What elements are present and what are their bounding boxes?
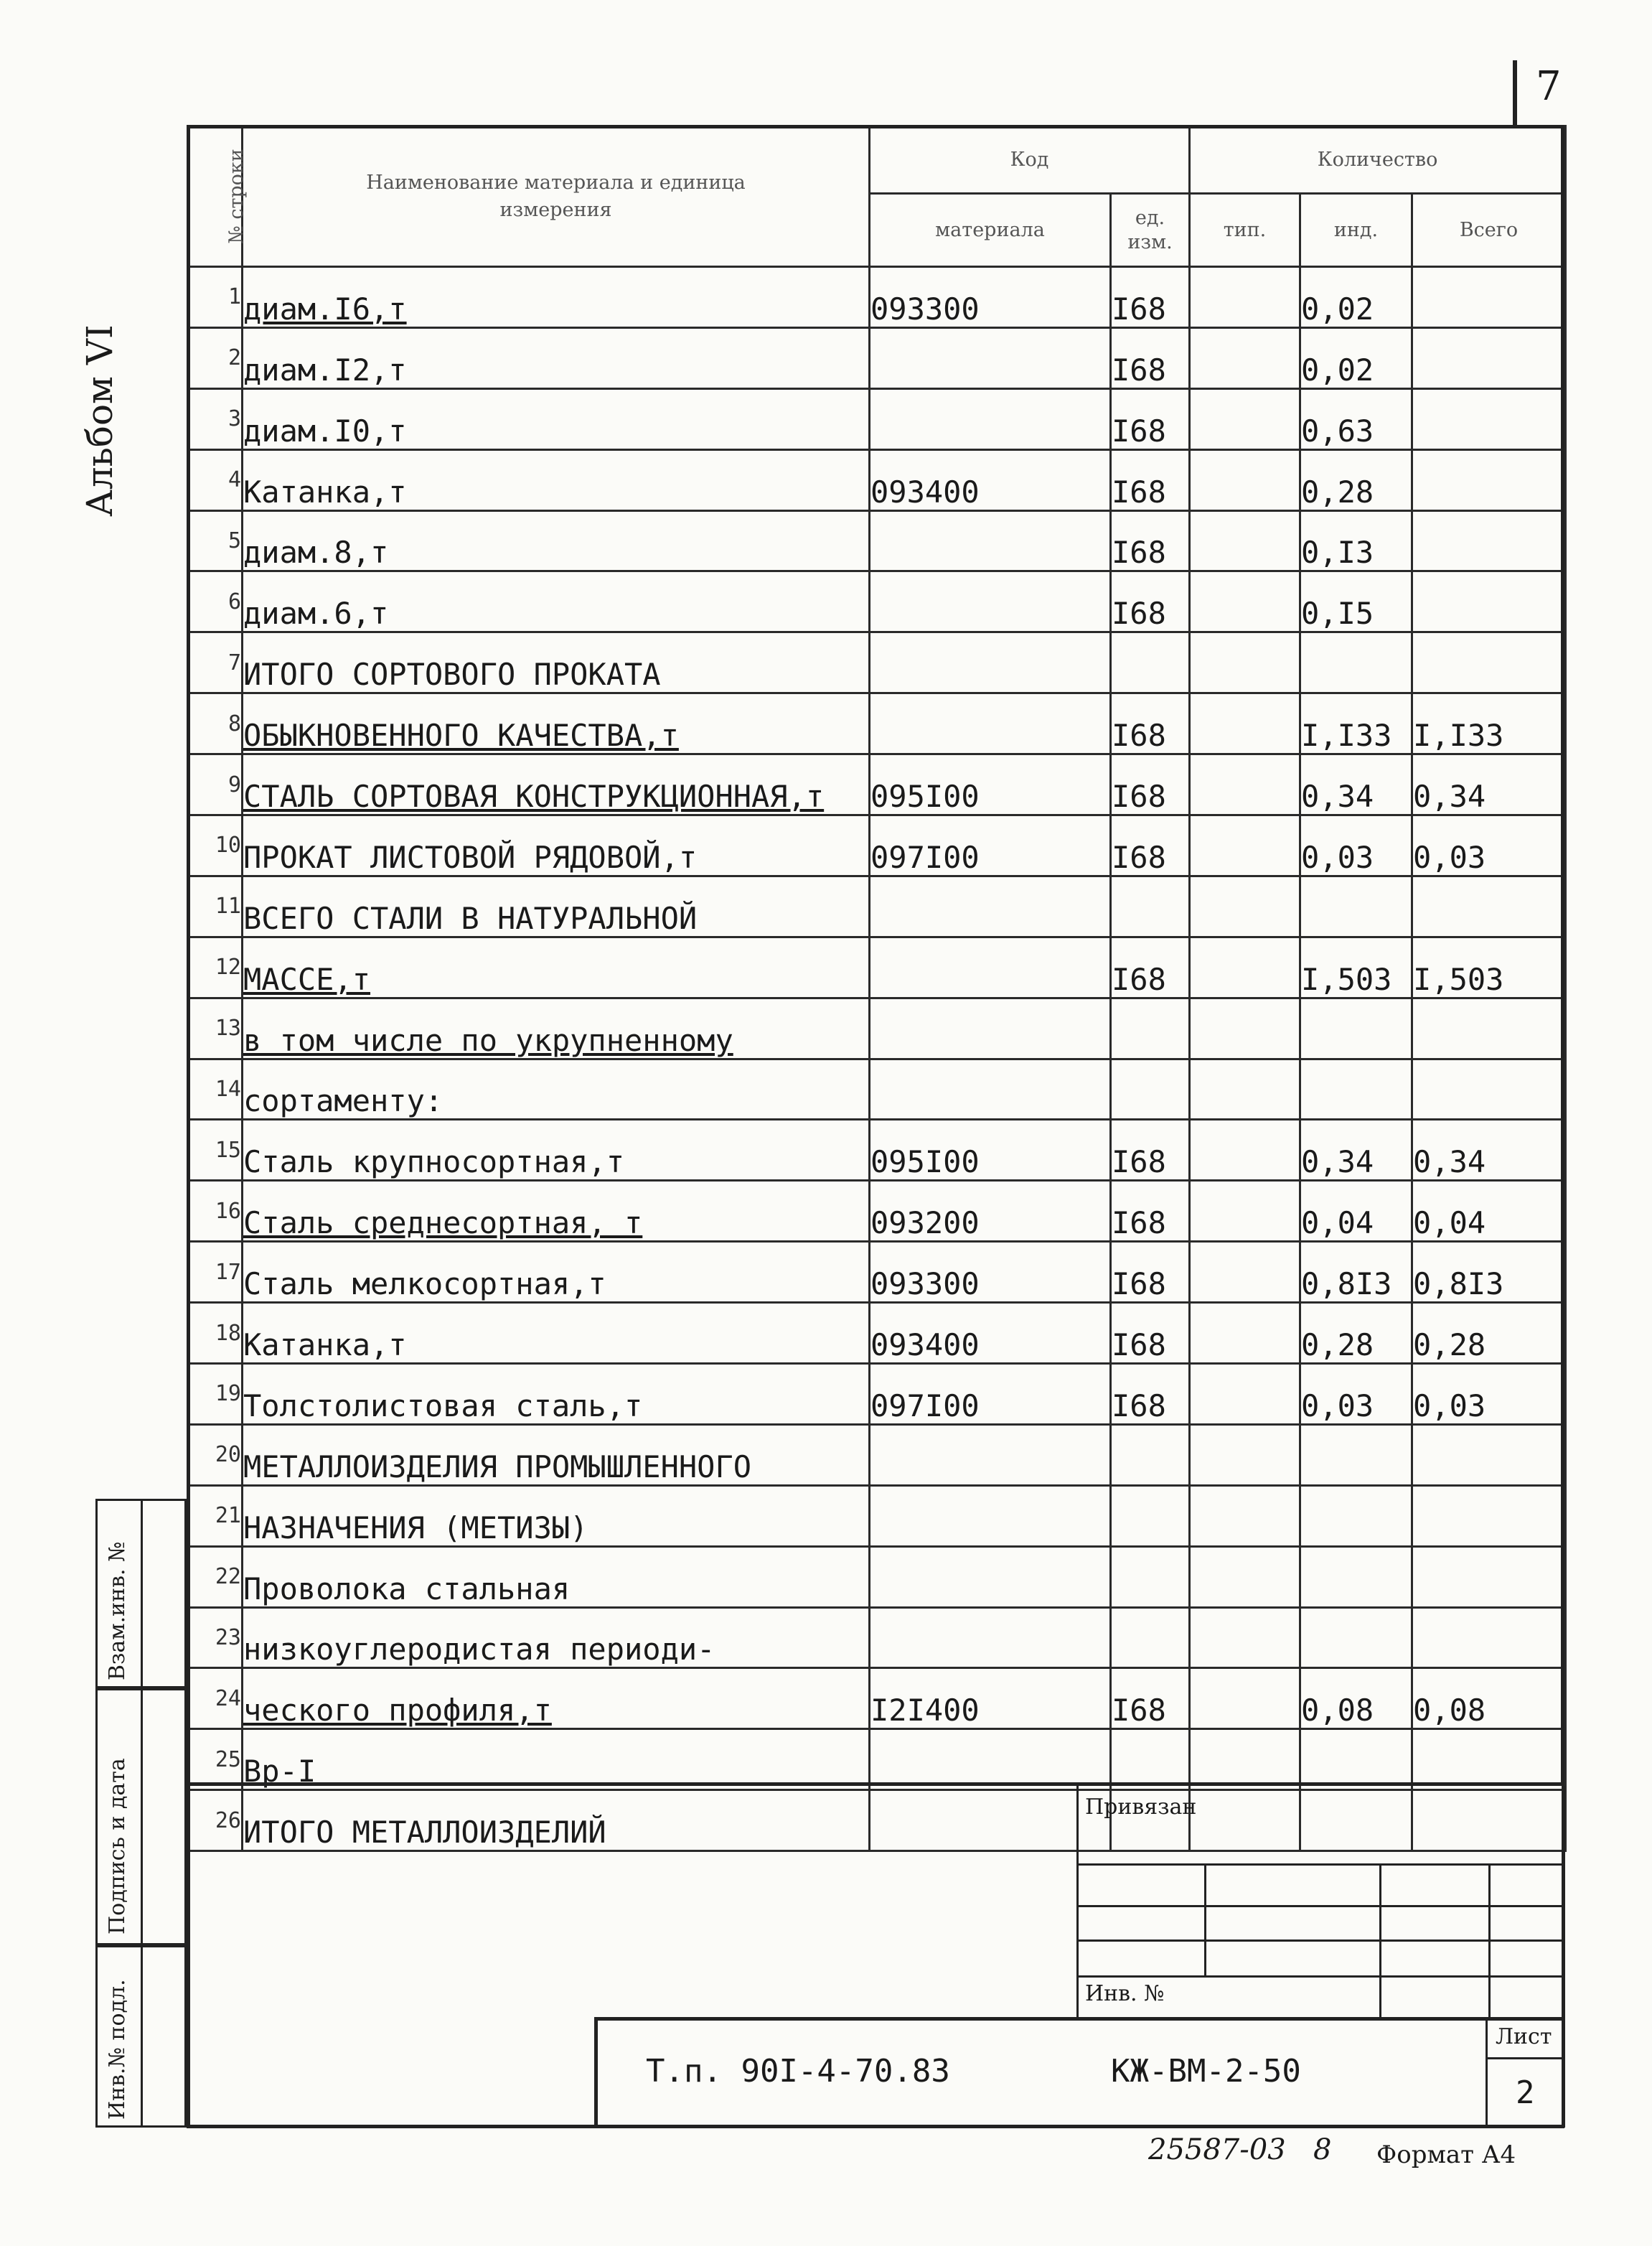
- material-name: Катанка,т: [243, 1303, 870, 1364]
- material-name: Сталь мелкосортная,т: [243, 1242, 870, 1303]
- qty-ind: I,503: [1300, 937, 1412, 998]
- title-block-left: [594, 2017, 598, 2128]
- unit-code: I68: [1111, 327, 1190, 388]
- material-code: 093300: [870, 267, 1111, 328]
- qty-ind: 0,04: [1300, 1181, 1412, 1242]
- page-number-bar: [1513, 60, 1517, 126]
- qty-ind: I,I33: [1300, 693, 1412, 754]
- material-name: диам.I6,т: [243, 267, 870, 328]
- unit-code: I68: [1111, 1120, 1190, 1181]
- format-label: Формат А4: [1376, 2140, 1516, 2169]
- material-name: ческого профиля,т: [243, 1668, 870, 1729]
- row-number: 8: [188, 693, 243, 754]
- row-number: 25: [188, 1729, 243, 1790]
- row-number: 21: [188, 1485, 243, 1546]
- row-number: 15: [188, 1120, 243, 1181]
- material-code: 093400: [870, 449, 1111, 510]
- material-name: диам.8,т: [243, 510, 870, 571]
- unit-code: I68: [1111, 693, 1190, 754]
- row-number: 26: [188, 1790, 243, 1851]
- header-code-unit: ед. изм.: [1111, 194, 1190, 267]
- privyazan-col-1: [1204, 1863, 1206, 1975]
- qty-total: 0,03: [1412, 1364, 1566, 1425]
- privyazan-col-2: [1379, 1863, 1381, 2018]
- table-row: [188, 1790, 1566, 1851]
- qty-total: 0,8I3: [1412, 1242, 1566, 1303]
- qty-ind: 0,28: [1300, 449, 1412, 510]
- qty-ind: 0,63: [1300, 388, 1412, 449]
- header-code-material: материала: [870, 194, 1111, 267]
- row-number: 13: [188, 998, 243, 1059]
- qty-ind: 0,28: [1300, 1303, 1412, 1364]
- header-code-group: Код: [870, 126, 1190, 194]
- qty-total: 0,34: [1412, 1120, 1566, 1181]
- material-name: ИТОГО СОРТОВОГО ПРОКАТА: [243, 632, 870, 693]
- material-name: сортаменту:: [243, 1059, 870, 1120]
- qty-ind: 0,I3: [1300, 510, 1412, 571]
- qty-ind: 0,03: [1300, 1364, 1412, 1425]
- qty-total: I,503: [1412, 937, 1566, 998]
- material-name: Вр-I: [243, 1729, 870, 1790]
- material-name: ИТОГО МЕТАЛЛОИЗДЕЛИЙ: [243, 1790, 870, 1851]
- row-number: 24: [188, 1668, 243, 1729]
- row-number: 12: [188, 937, 243, 998]
- qty-total: 0,08: [1412, 1668, 1566, 1729]
- privyazan-col-3: [1488, 1863, 1491, 2018]
- qty-ind: 0,02: [1300, 327, 1412, 388]
- qty-total: 0,28: [1412, 1303, 1566, 1364]
- privyazan-label: Привязан: [1085, 1795, 1197, 1820]
- row-number: 22: [188, 1546, 243, 1607]
- row-number: 4: [188, 449, 243, 510]
- material-code: 093400: [870, 1303, 1111, 1364]
- material-name: Катанка,т: [243, 449, 870, 510]
- material-name: Толстолистовая сталь,т: [243, 1364, 870, 1425]
- sheet-number: 2: [1516, 2074, 1535, 2111]
- material-name: диам.I0,т: [243, 388, 870, 449]
- row-number: 23: [188, 1607, 243, 1668]
- unit-code: I68: [1111, 1303, 1190, 1364]
- header-qty-type: тип.: [1190, 194, 1300, 267]
- header-row-number: № строки: [188, 126, 243, 267]
- material-name: в том числе по укрупненному: [243, 998, 870, 1059]
- material-name: Сталь крупносортная,т: [243, 1120, 870, 1181]
- row-number: 17: [188, 1242, 243, 1303]
- row-number: 2: [188, 327, 243, 388]
- unit-code: I68: [1111, 449, 1190, 510]
- row-number: 1: [188, 267, 243, 328]
- qty-type: [1190, 1790, 1300, 1851]
- qty-ind: 0,08: [1300, 1668, 1412, 1729]
- project-number: Т.п. 90I-4-70.83: [646, 2053, 950, 2090]
- unit-code: I68: [1111, 571, 1190, 632]
- material-code: 097I00: [870, 815, 1111, 876]
- material-name: НАЗНАЧЕНИЯ (МЕТИЗЫ): [243, 1485, 870, 1546]
- qty-ind: 0,03: [1300, 815, 1412, 876]
- material-code: 097I00: [870, 1364, 1111, 1425]
- qty-ind: [1300, 1790, 1412, 1851]
- material-code: 093200: [870, 1181, 1111, 1242]
- material-name: низкоуглеродистая периоди-: [243, 1607, 870, 1668]
- row-number: 10: [188, 815, 243, 876]
- material-code: [870, 1790, 1111, 1851]
- row-number: 9: [188, 754, 243, 815]
- sheet-col-line: [1486, 2017, 1488, 2128]
- row-number: 6: [188, 571, 243, 632]
- material-name: МЕТАЛЛОИЗДЕЛИЯ ПРОМЫШЛЕННОГО: [243, 1424, 870, 1485]
- row-number: 14: [188, 1059, 243, 1120]
- unit-code: I68: [1111, 1181, 1190, 1242]
- qty-total: I,I33: [1412, 693, 1566, 754]
- unit-code: I68: [1111, 1242, 1190, 1303]
- frame-right-lower: [1562, 1786, 1565, 2128]
- unit-code: I68: [1111, 815, 1190, 876]
- unit-code: I68: [1111, 267, 1190, 328]
- header-material-name: Наименование материала и единица измерения: [243, 126, 870, 267]
- row-number: 3: [188, 388, 243, 449]
- qty-ind: 0,34: [1300, 754, 1412, 815]
- sheet-label: Лист: [1496, 2024, 1552, 2049]
- qty-total: 0,04: [1412, 1181, 1566, 1242]
- unit-code: I68: [1111, 510, 1190, 571]
- material-code: 095I00: [870, 754, 1111, 815]
- material-name: ПРОКАТ ЛИСТОВОЙ РЯДОВОЙ,т: [243, 815, 870, 876]
- row-number: 19: [188, 1364, 243, 1425]
- qty-ind: 0,02: [1300, 267, 1412, 328]
- material-code: 095I00: [870, 1120, 1111, 1181]
- unit-code: I68: [1111, 754, 1190, 815]
- inv-no-label: Инв. №: [1085, 1981, 1165, 2006]
- material-name: МАССЕ,т: [243, 937, 870, 998]
- side-stamp-divider: [141, 1499, 143, 2128]
- qty-ind: 0,I5: [1300, 571, 1412, 632]
- page-number: 7: [1536, 63, 1562, 110]
- handwritten-number: 25587-03: [1148, 2133, 1286, 2166]
- material-name: Сталь среднесортная, т: [243, 1181, 870, 1242]
- material-name: ВСЕГО СТАЛИ В НАТУРАЛЬНОЙ: [243, 876, 870, 937]
- table-frame: [187, 125, 1564, 1786]
- row-number: 20: [188, 1424, 243, 1485]
- side-stamp-podpis-label: Подпись и дата: [105, 1758, 130, 1934]
- material-name: СТАЛЬ СОРТОВАЯ КОНСТРУКЦИОННАЯ,т: [243, 754, 870, 815]
- row-number: 7: [188, 632, 243, 693]
- material-name: диам.6,т: [243, 571, 870, 632]
- unit-code: I68: [1111, 937, 1190, 998]
- qty-total: [1412, 1790, 1566, 1851]
- side-stamp-inv-podl: Инв.№ подл.: [95, 1945, 187, 2128]
- qty-ind: 0,8I3: [1300, 1242, 1412, 1303]
- qty-total: 0,34: [1412, 754, 1566, 815]
- row-number: 5: [188, 510, 243, 571]
- unit-code: I68: [1111, 1364, 1190, 1425]
- material-name: ОБЫКНОВЕННОГО КАЧЕСТВА,т: [243, 693, 870, 754]
- material-name: диам.I2,т: [243, 327, 870, 388]
- unit-code: I68: [1111, 1668, 1190, 1729]
- qty-total: 0,03: [1412, 815, 1566, 876]
- material-name: Проволока стальная: [243, 1546, 870, 1607]
- sheet-divider: [1486, 2057, 1563, 2059]
- row-number: 16: [188, 1181, 243, 1242]
- frame-left-lower: [187, 1786, 190, 2128]
- unit-code: I68: [1111, 388, 1190, 449]
- title-block-top: [594, 2017, 1563, 2021]
- qty-ind: 0,34: [1300, 1120, 1412, 1181]
- copy-number: 8: [1313, 2133, 1332, 2166]
- frame-bottom: [187, 2125, 1564, 2128]
- material-code: 093300: [870, 1242, 1111, 1303]
- row-number: 11: [188, 876, 243, 937]
- material-code: I2I400: [870, 1668, 1111, 1729]
- privyazan-left-line: [1076, 1786, 1079, 2018]
- document-code: КЖ-ВМ-2-50: [1111, 2053, 1301, 2090]
- header-qty-ind: инд.: [1300, 194, 1412, 267]
- row-number: 18: [188, 1303, 243, 1364]
- header-quantity-group: Количество: [1190, 126, 1566, 194]
- album-label: Альбом VI: [79, 324, 121, 517]
- header-qty-total: Всего: [1412, 194, 1566, 267]
- side-stamp-vzam: Взам.инв. №: [95, 1499, 187, 1688]
